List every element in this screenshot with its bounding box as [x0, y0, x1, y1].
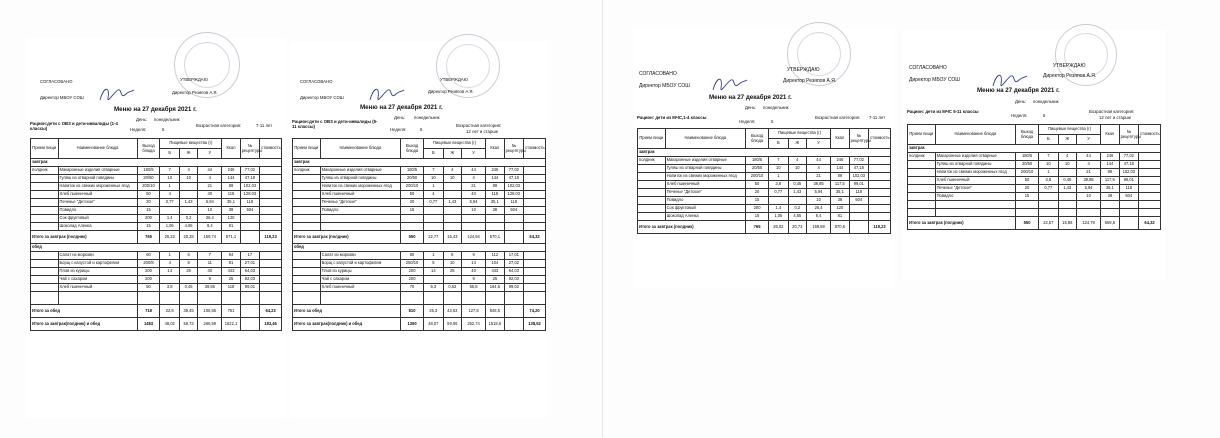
ration-label: Рацион:дети с ОВЗ и дети-инвалиды (5-11 классы) [292, 119, 378, 129]
approved-label: УТВЕРЖДАЮ [440, 77, 468, 82]
table-row: полдник Макаронные изделия отварные 180/5 7 4 44 246 77,02 [293, 167, 546, 175]
dish-name: Хлеб пшеничный [58, 284, 137, 292]
dish-name: Печенье "Детское" [665, 189, 745, 197]
signature-icon [96, 82, 136, 106]
col-dish: Наименование блюда [58, 139, 137, 159]
week-label: Неделя: [130, 127, 147, 132]
table-row: Шоколад Аленка 15 1,05 4,65 8,4 81 [638, 213, 891, 221]
dish-name: Плов из курицы [58, 268, 137, 276]
left-scan [0, 0, 602, 438]
approved-label: УТВЕРЖДАЮ [1053, 63, 1086, 69]
age-value: 7-11 лет [256, 123, 273, 128]
grand-total-row: Итого за завтрак(полдник) и обед 1360 48,07 59,06 252,74 1518,6 138,52 [293, 318, 546, 331]
table-row: Борщ с капустой и картофелем 200/8 4 8 11 81 27,01 [31, 260, 282, 268]
dish-name: Чай с сахаром [58, 276, 137, 284]
table-row: Напиток из свежих мороженных ягод 200/10 1 21 89 102,03 [908, 169, 1161, 177]
day-value: понедельник [1033, 99, 1059, 104]
section-breakfast: завтрак [31, 159, 59, 167]
dish-name: Повидло [58, 207, 137, 215]
table-row: Печенье "Детское" 20 0,77 1,43 5,94 35,1 118 [638, 189, 891, 197]
section-breakfast: завтрак [638, 149, 666, 157]
table-row: Хлеб пшеничный 50 3,8 0,45 39,85 117,5 99,01 [638, 181, 891, 189]
age-value: 12 лет и старше [1099, 115, 1132, 120]
table-row: Чай с сахаром 200 9 25 92,03 [31, 276, 282, 284]
dish-name: Повидло [320, 207, 400, 215]
col-yield: Выход блюда [1016, 125, 1039, 145]
col-dish: Наименование блюда [935, 125, 1015, 145]
dish-name: Хлеб пшеничный [320, 284, 400, 292]
dish-name: Борщ с капустой и картофелем [320, 260, 400, 268]
table-row: Гуляш из отварной говядины 20/50 10 10 4 144 47,18 [31, 175, 282, 183]
table-row: Печенье "Детское" 20 0,77 1,43 5,94 35,1 118 [293, 199, 546, 207]
table-row: Напиток из свежих мороженных ягод 200/10 1 21 89 102,03 [638, 173, 891, 181]
col-yield: Выход блюда [137, 139, 160, 159]
week-value: 5 [420, 127, 423, 132]
col-zh: Ж [179, 149, 197, 159]
col-u: У [1077, 135, 1101, 145]
dish-name: Хлеб пшеничный [935, 177, 1015, 185]
menu-title: Меню на 27 декабря 2021 г. [977, 87, 1060, 94]
table-row: Хлеб пшеничный 50 4 40 118 128,03 [293, 191, 546, 199]
school-director: Директор МБОУ СОШ [40, 95, 84, 100]
dish-name: Шоколад Аленка [58, 223, 137, 231]
section-lunch: обед [293, 244, 321, 252]
ration-label: Рацион: дети из МЧС 5-11 классы [907, 109, 979, 114]
day-label: День: [1015, 99, 1027, 104]
col-cost: стоимость [524, 139, 546, 159]
age-value: 12 лет и старше [466, 129, 499, 134]
total-row: Итого за завтрак (полдник) 550 22,57 15,88 124,79 669,6 64,32 [908, 217, 1161, 230]
table-row: Салат из моркови 60 1 6 7 84 17 [31, 252, 282, 260]
age-label: Возрастная категория: [1089, 109, 1135, 114]
total-row: Итого за обед 810 25,3 43,63 127,8 848,5 74,20 [293, 305, 546, 318]
agreed-label: СОГЛАСОВАНО [909, 65, 947, 71]
sub-school: полдник [908, 153, 936, 161]
dish-name: Сок фруктовый [58, 215, 137, 223]
col-b: Б [424, 149, 444, 159]
col-cost: стоимость [869, 129, 891, 149]
col-yield: Выход блюда [401, 139, 424, 159]
col-u: У [198, 149, 222, 159]
dish-name: Печенье "Детское" [58, 199, 137, 207]
director-name: Директор Резяпов А.Я. [428, 89, 474, 94]
dish-name: Напиток из свежих мороженных ягод [320, 183, 400, 191]
table-row: Повидло 15 10 38 504 [908, 193, 1161, 201]
dish-name: Гуляш из отварной говядины [665, 165, 745, 173]
col-recipe: № рецептуры [504, 139, 524, 159]
col-dish: Наименование блюда [320, 139, 400, 159]
menu-table [30, 138, 282, 331]
col-kcal: Ккал [486, 139, 504, 159]
menu-page-mchs-1-4 [633, 28, 895, 288]
col-zh: Ж [1058, 135, 1076, 145]
table-row: полдник Макаронные изделия отварные 180/5 7 4 44 246 77,02 [31, 167, 282, 175]
week-label: Неделя: [739, 119, 756, 124]
col-nutrients: Пищевые вещества (г) [160, 139, 222, 149]
age-label: Возрастная категория: [456, 123, 502, 128]
col-cost: стоимость [1139, 125, 1161, 145]
col-cost: стоимость [260, 139, 282, 159]
day-label: День: [745, 105, 757, 110]
col-yield: Выход блюда [746, 129, 769, 149]
week-value: 5 [1043, 113, 1046, 118]
table-row: полдник Макаронные изделия отварные 180/5 7 4 44 246 77,02 [908, 153, 1161, 161]
col-recipe: № рецептуры [240, 139, 259, 159]
table-row: Плов из курицы 200 14 25 40 443 64,03 [31, 268, 282, 276]
col-kcal: Ккал [222, 139, 240, 159]
age-label: Возрастная категория: [815, 115, 861, 120]
table-row: Хлеб пшеничный 50 4 40 118 128,03 [31, 191, 282, 199]
col-dish: Наименование блюда [665, 129, 745, 149]
col-b: Б [769, 139, 789, 149]
table-row: Плов из курицы 200 14 25 40 443 64,03 [293, 268, 546, 276]
sub-school: полдник [638, 157, 666, 165]
age-value: 7-11 лет [869, 115, 886, 120]
table-row: Борщ с капустой и картофелем 250/10 5 10 14 104 27,02 [293, 260, 546, 268]
col-b: Б [160, 149, 179, 159]
week-label: Неделя: [390, 127, 407, 132]
col-u: У [462, 149, 486, 159]
dish-name: Повидло [935, 193, 1015, 201]
table-row: Напиток из свежих мороженных ягод 200/10 1 21 89 102,03 [31, 183, 282, 191]
dish-name: Гуляш из отварной говядины [935, 161, 1015, 169]
right-scan [602, 0, 1220, 438]
school-director: Директор МБОУ СОШ [639, 83, 690, 89]
col-kcal: Ккал [831, 129, 849, 149]
table-row: Салат из моркови 80 1 8 9 112 17,01 [293, 252, 546, 260]
total-row: Итого за обед 718 22,8 39,45 106,85 751 64,23 [31, 305, 282, 318]
director-name: Директор Резяпов А.Я. [1043, 73, 1097, 79]
col-recipe: № рецептуры [1119, 125, 1139, 145]
dish-name: Шоколад Аленка [665, 213, 745, 221]
week-value: 5 [162, 127, 165, 132]
col-nutrients: Пищевые вещества (г) [769, 129, 831, 139]
approved-label: УТВЕРЖДАЮ [787, 67, 820, 73]
table-row: Печенье "Детское" 20 0,77 1,43 5,94 35,1 118 [908, 185, 1161, 193]
dish-name: Повидло [665, 197, 745, 205]
table-row: Повидло 15 10 38 504 [638, 197, 891, 205]
table-row: Гуляш из отварной говядины 20/50 10 10 4 144 47,18 [293, 175, 546, 183]
table-row: Хлеб пшеничный 70 5,3 0,63 55,8 164,5 99,02 [293, 284, 546, 292]
col-intake: Прием пищи [31, 139, 59, 159]
col-intake: Прием пищи [293, 139, 321, 159]
dish-name: Печенье "Детское" [935, 185, 1015, 193]
agreed-label: СОГЛАСОВАНО [300, 79, 333, 84]
day-value: понедельник [154, 117, 180, 122]
menu-title: Меню на 27 декабря 2021 г. [360, 104, 443, 111]
col-intake: Прием пищи [638, 129, 666, 149]
ration-label: Рацион:дети с ОВЗ и дети-инвалиды (1-4 классы) [30, 121, 118, 131]
menu-table [292, 138, 546, 331]
week-value: 5 [771, 119, 774, 124]
table-row: Повидло 15 10 38 504 [293, 207, 546, 215]
total-row: Итого за завтрак (полдник) 765 25,22 20,28 159,74 871,1 119,23 [31, 231, 282, 244]
age-label: Возрастная категория: [196, 123, 242, 128]
menu-title: Меню на 27 декабря 2021 г. [709, 94, 792, 101]
approved-label: УТВЕРЖДАЮ [180, 77, 208, 82]
menu-title: Меню на 27 декабря 2021 г. [114, 106, 197, 113]
agreed-label: СОГЛАСОВАНО [639, 71, 677, 77]
dish-name: Напиток из свежих мороженных ягод [58, 183, 137, 191]
dish-name: Макаронные изделия отварные [58, 167, 137, 175]
table-row: Хлеб пшеничный 50 3,8 0,45 39,85 117,5 99,01 [908, 177, 1161, 185]
menu-page-ovz-1-4 [26, 38, 286, 418]
dish-name: Чай с сахаром [320, 276, 400, 284]
day-label: День: [136, 117, 148, 122]
table-row: Повидло 15 10 38 504 [31, 207, 282, 215]
dish-name: Сок фруктовый [665, 205, 745, 213]
dish-name: Хлеб пшеничный [665, 181, 745, 189]
dish-name: Макаронные изделия отварные [320, 167, 400, 175]
table-row: Гуляш из отварной говядины 20/50 10 10 4 144 47,18 [638, 165, 891, 173]
school-director: Директор МБОУ СОШ [909, 77, 960, 83]
dish-name: Гуляш из отварной говядины [320, 175, 400, 183]
director-name: Директор Резяпов А.Я. [172, 90, 218, 95]
sub-school: полдник [293, 167, 321, 175]
school-director: Директор МБОУ СОШ [300, 95, 344, 100]
col-b: Б [1039, 135, 1059, 145]
dish-name: Хлеб пшеничный [58, 191, 137, 199]
dish-name: Напиток из свежих мороженных ягод [665, 173, 745, 181]
menu-table [637, 128, 891, 234]
section-breakfast: завтрак [293, 159, 321, 167]
col-recipe: № рецептуры [849, 129, 869, 149]
col-zh: Ж [788, 139, 806, 149]
table-row: Сок фруктовый 200 1,4 0,2 26,4 120 [638, 205, 891, 213]
stamp-seal-icon [787, 22, 851, 86]
dish-name: Хлеб пшеничный [320, 191, 400, 199]
week-label: Неделя: [1011, 113, 1028, 118]
section-breakfast: завтрак [908, 145, 936, 153]
total-row: Итого за завтрак (полдник) 550 22,77 15,43 124,94 670,1 64,32 [293, 231, 546, 244]
dish-name: Макаронные изделия отварные [935, 153, 1015, 161]
table-row: Гуляш из отварной говядины 20/50 10 10 4 144 47,18 [908, 161, 1161, 169]
dish-name: Напиток из свежих мороженных ягод [935, 169, 1015, 177]
col-zh: Ж [443, 149, 461, 159]
stamp-seal-icon [174, 32, 240, 98]
table-row: Хлеб пшеничный 50 3,8 0,45 39,85 118 99,01 [31, 284, 282, 292]
signature-icon [366, 82, 406, 106]
day-label: День: [394, 115, 406, 120]
day-value: понедельник [414, 115, 440, 120]
col-intake: Прием пищи [908, 125, 936, 145]
director-name: Директор Резяпов А.Я. [783, 78, 837, 84]
table-row: полдник Макаронные изделия отварные 180/5 7 4 44 246 77,02 [638, 157, 891, 165]
table-row: Печенье "Детское" 20 0,77 1,43 5,94 35,1 118 [31, 199, 282, 207]
dish-name: Салат из моркови [320, 252, 400, 260]
table-row: Сок фруктовый 200 1,4 0,2 26,4 120 [31, 215, 282, 223]
dish-name: Макаронные изделия отварные [665, 157, 745, 165]
dish-name: Печенье "Детское" [320, 199, 400, 207]
signature-icon [709, 72, 749, 96]
day-value: понедельник [763, 105, 789, 110]
menu-page-mchs-5-11 [903, 30, 1165, 280]
grand-total-row: Итого за завтрак(полдник) и обед 1483 48,02 59,73 266,59 1622,1 183,46 [31, 318, 282, 331]
section-lunch: обед [31, 244, 59, 252]
total-row: Итого за завтрак (полдник) 765 25,02 20,73 159,59 870,6 119,23 [638, 221, 891, 234]
dish-name: Салат из моркови [58, 252, 137, 260]
menu-table [907, 124, 1161, 230]
table-row: Шоколад Аленка 15 1,05 4,65 8,4 81 [31, 223, 282, 231]
table-row: Чай с сахаром 200 9 25 92,03 [293, 276, 546, 284]
col-nutrients: Пищевые вещества (г) [424, 139, 486, 149]
ration-label: Рацион: дети из МЧС,1-4 классы [637, 115, 707, 120]
col-u: У [807, 139, 831, 149]
col-kcal: Ккал [1101, 125, 1119, 145]
dish-name: Плов из курицы [320, 268, 400, 276]
dish-name: Борщ с капустой и картофелем [58, 260, 137, 268]
agreed-label: СОГЛАСОВАНО [40, 79, 73, 84]
table-row: Напиток из свежих мороженных ягод 200/10 1 21 89 102,03 [293, 183, 546, 191]
menu-page-ovz-5-11 [290, 42, 548, 418]
dish-name: Гуляш из отварной говядины [58, 175, 137, 183]
sub-school: полдник [31, 167, 59, 175]
col-nutrients: Пищевые вещества (г) [1039, 125, 1101, 135]
